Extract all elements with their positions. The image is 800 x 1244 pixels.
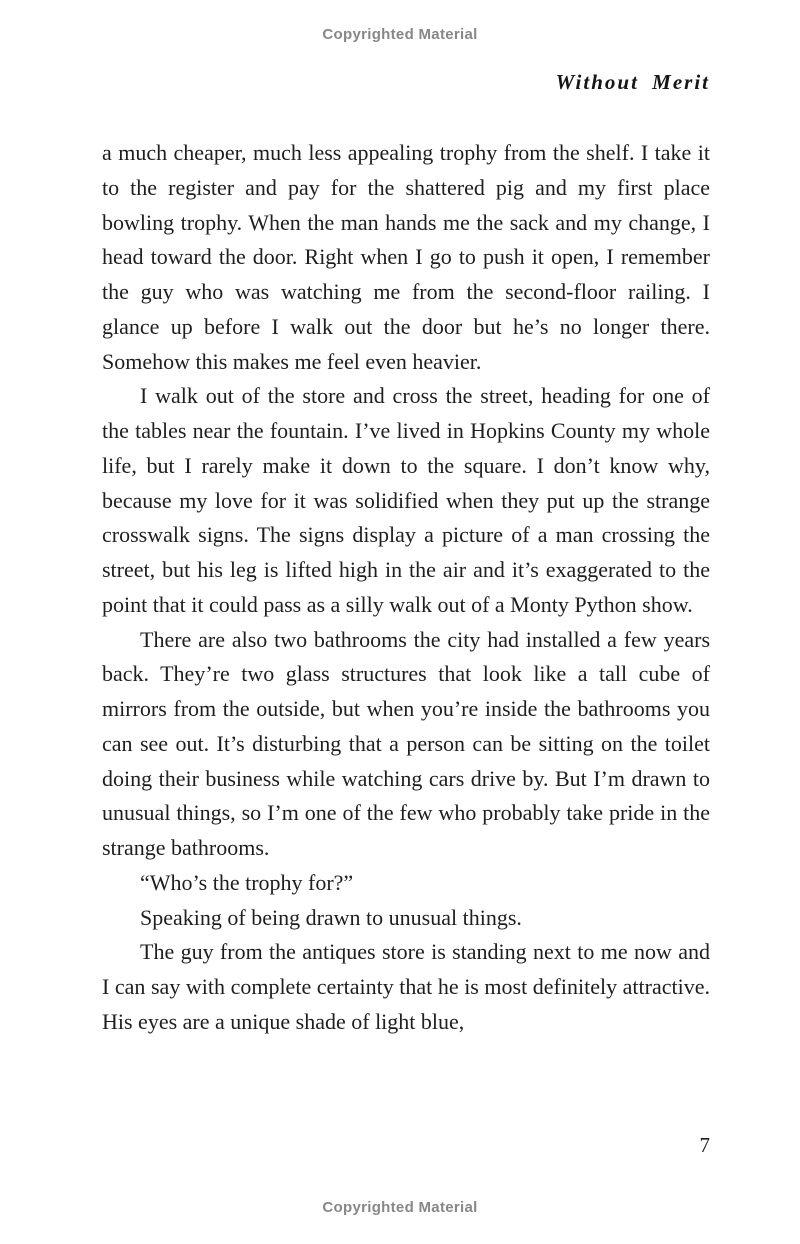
body-text-block xyxy=(102,136,710,1040)
page-number: 7 xyxy=(699,1133,710,1157)
copyright-notice-top: Copyrighted Material xyxy=(322,26,478,43)
running-header-book-title: Without Merit xyxy=(555,70,710,94)
body-paragraph: I walk out of the store and cross the street, heading for one of the tables near the fountain. I’ve lived in Hopkins County my whole life, but I rarely make it down to the square. I don’t know why, because my love for it was solidified when they put up the strange crosswalk signs. The signs display a picture of a man crossing the street, but his leg is lifted high in the air and it’s exaggerated to the point that it could pass as a silly walk out of a Monty Python show. xyxy=(102,383,710,617)
body-paragraph: The guy from the antiques store is standing next to me now and I can say with complete certainty that he is most definitely attractive. His eyes are a unique shade of light blue, xyxy=(102,939,710,1034)
copyright-notice-bottom: Copyrighted Material xyxy=(322,1199,478,1216)
body-paragraph: a much cheaper, much less appealing trophy from the shelf. I take it to the register and pay for the shattered pig and my first place bowling trophy. When the man hands me the sack and my change, I head toward the door. Right when I go to push it open, I remember the guy who was watching me from the second-floor railing. I glance up before I walk out the door but he’s no longer there. Somehow this makes me feel even heavier. xyxy=(102,140,710,374)
body-paragraph-dialogue: “Who’s the trophy for?” xyxy=(140,869,354,895)
body-paragraph: Speaking of being drawn to unusual things. xyxy=(140,904,522,930)
body-paragraph: There are also two bathrooms the city had installed a few years back. They’re two glass structures that look like a tall cube of mirrors from the outside, but when you’re inside the bathrooms you can see out. It’s disturbing that a person can be sitting on the toilet doing their business while watching cars drive by. But I’m drawn to unusual things, so I’m one of the few who probably take pride in the strange bathrooms. xyxy=(102,626,710,860)
